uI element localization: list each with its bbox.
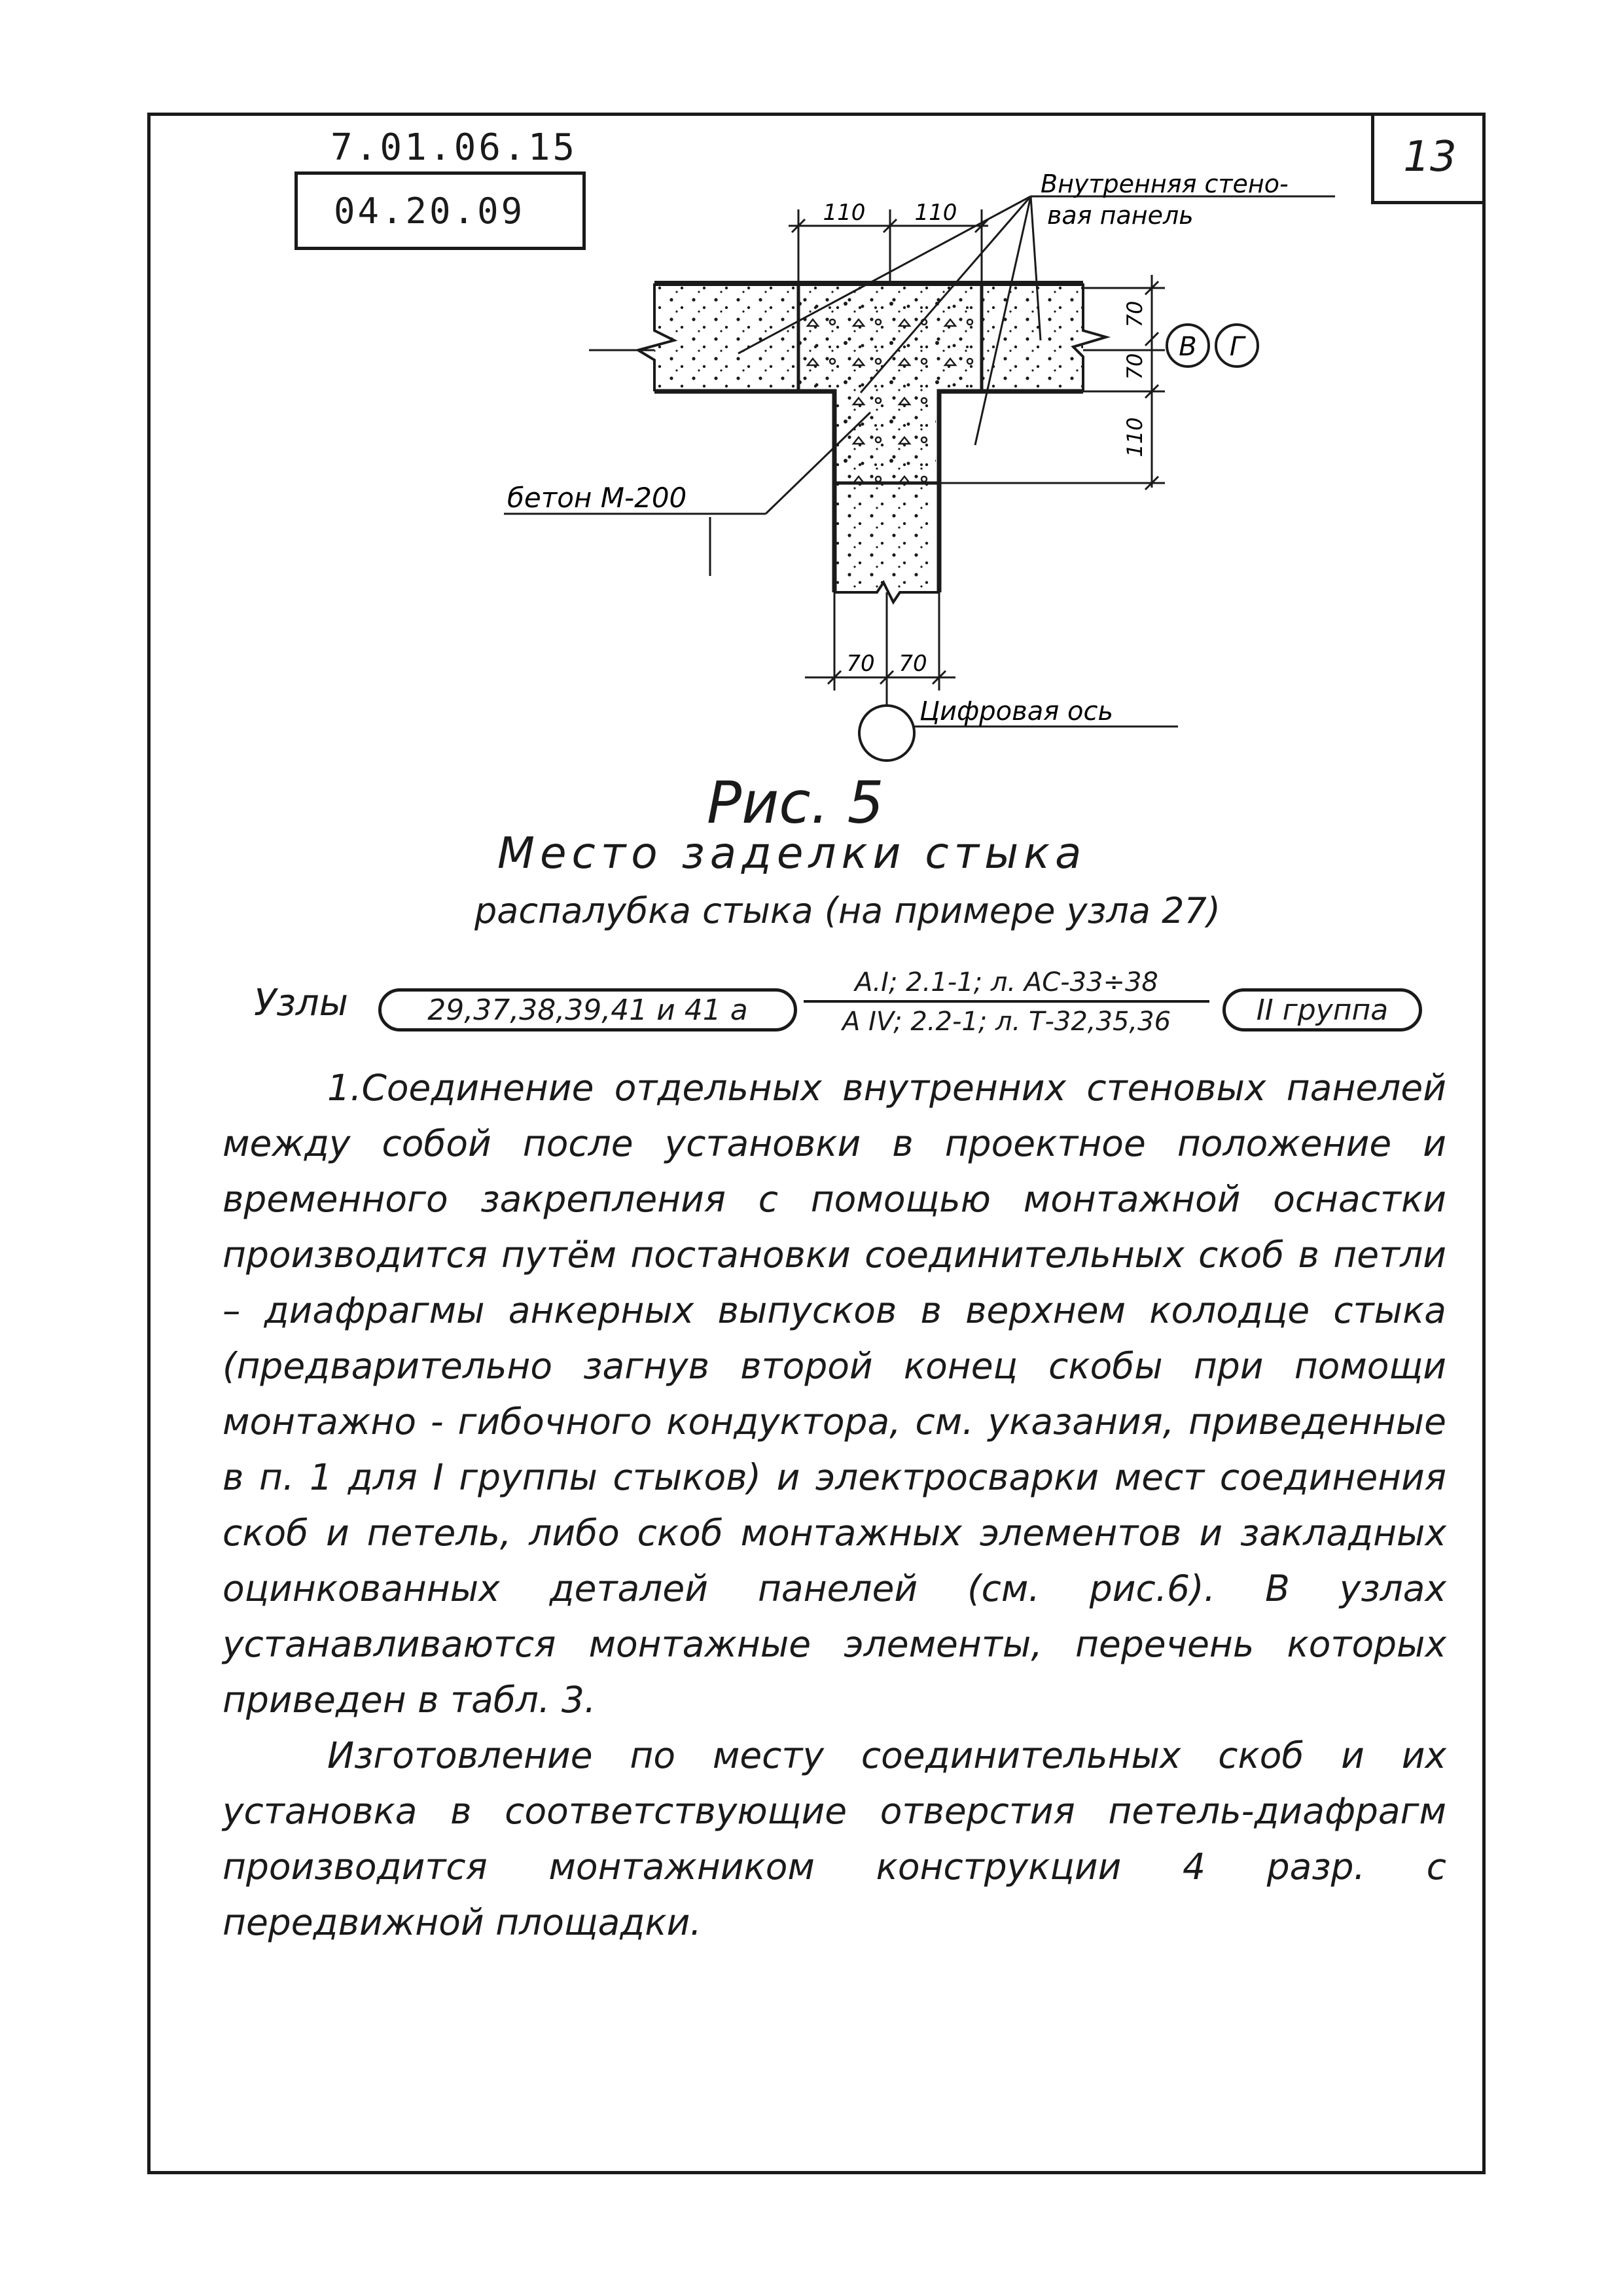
paragraph: Изготовление по месту соединительных скоб и их установка в соответствующие отверстия петель-диафрагм производится монтажником конструкции 4 разр. с передвижной площадки.	[223, 1734, 1446, 1943]
concrete-label: бетон М-200	[507, 482, 687, 514]
nodes-reference-bottom: А IV; 2.2-1; л. Т-32,35,36	[842, 1007, 1171, 1037]
group-label: II группа	[1222, 988, 1422, 1031]
digital-axis-label: Цифровая ось	[919, 696, 1114, 726]
nodes-reference	[804, 967, 1209, 1037]
inner-panel-label-2: вая панель	[1047, 201, 1194, 230]
dim-top-right: 110	[914, 200, 957, 226]
series-code: 7.01.06.15	[330, 126, 578, 169]
figure-subtitle-2: распалубка стыка (на примере узла 27)	[474, 890, 1221, 931]
nodes-list: 29,37,38,39,41 и 41 а	[378, 988, 797, 1031]
page-number: 13	[1403, 132, 1457, 181]
dim-right-1: 70	[1122, 300, 1147, 328]
axis-letter-g: Г	[1229, 332, 1245, 362]
nodes-row	[254, 967, 1432, 1052]
dim-bottom-right: 70	[899, 651, 927, 677]
inner-panel-label-1: Внутренняя стено-	[1041, 170, 1289, 198]
dim-bottom-left: 70	[846, 651, 875, 677]
body-text	[223, 1060, 1446, 1950]
figure-subtitle: Место заделки стыка	[497, 828, 1087, 878]
nodes-label: Узлы	[254, 982, 348, 1024]
paragraph: 1.Соединение отдельных внутренних стеновых панелей между собой после установки в проектное положение и временного закрепления с помощью монтажной оснастки производится путём постановки соединительных скоб в петли – диафрагмы анкерных выпусков в верхнем колодце стыка (предварительно загнув второй конец скобы при помощи монтажно - гибочного кондуктора, см. указания, приведенные в п. 1 для I группы стыков) и электросварки мест соединения скоб и петель, либо скоб монтажных элементов и закладных оцинкованных деталей панелей (см. рис.6). В узлах устанавливаются монтажные элементы, перечень которых приведен в табл. 3.	[223, 1067, 1446, 1721]
joint-drawing	[0, 0, 1623, 772]
dim-right-3: 110	[1122, 417, 1147, 457]
figure-title: Рис. 5	[707, 769, 884, 836]
dim-top-left: 110	[823, 200, 866, 226]
dim-right-2: 70	[1122, 353, 1147, 380]
document-code: 04.20.09	[334, 190, 526, 232]
nodes-reference-top: А.I; 2.1-1; л. АС-33÷38	[804, 967, 1209, 1003]
axis-letter-v: В	[1179, 332, 1197, 362]
